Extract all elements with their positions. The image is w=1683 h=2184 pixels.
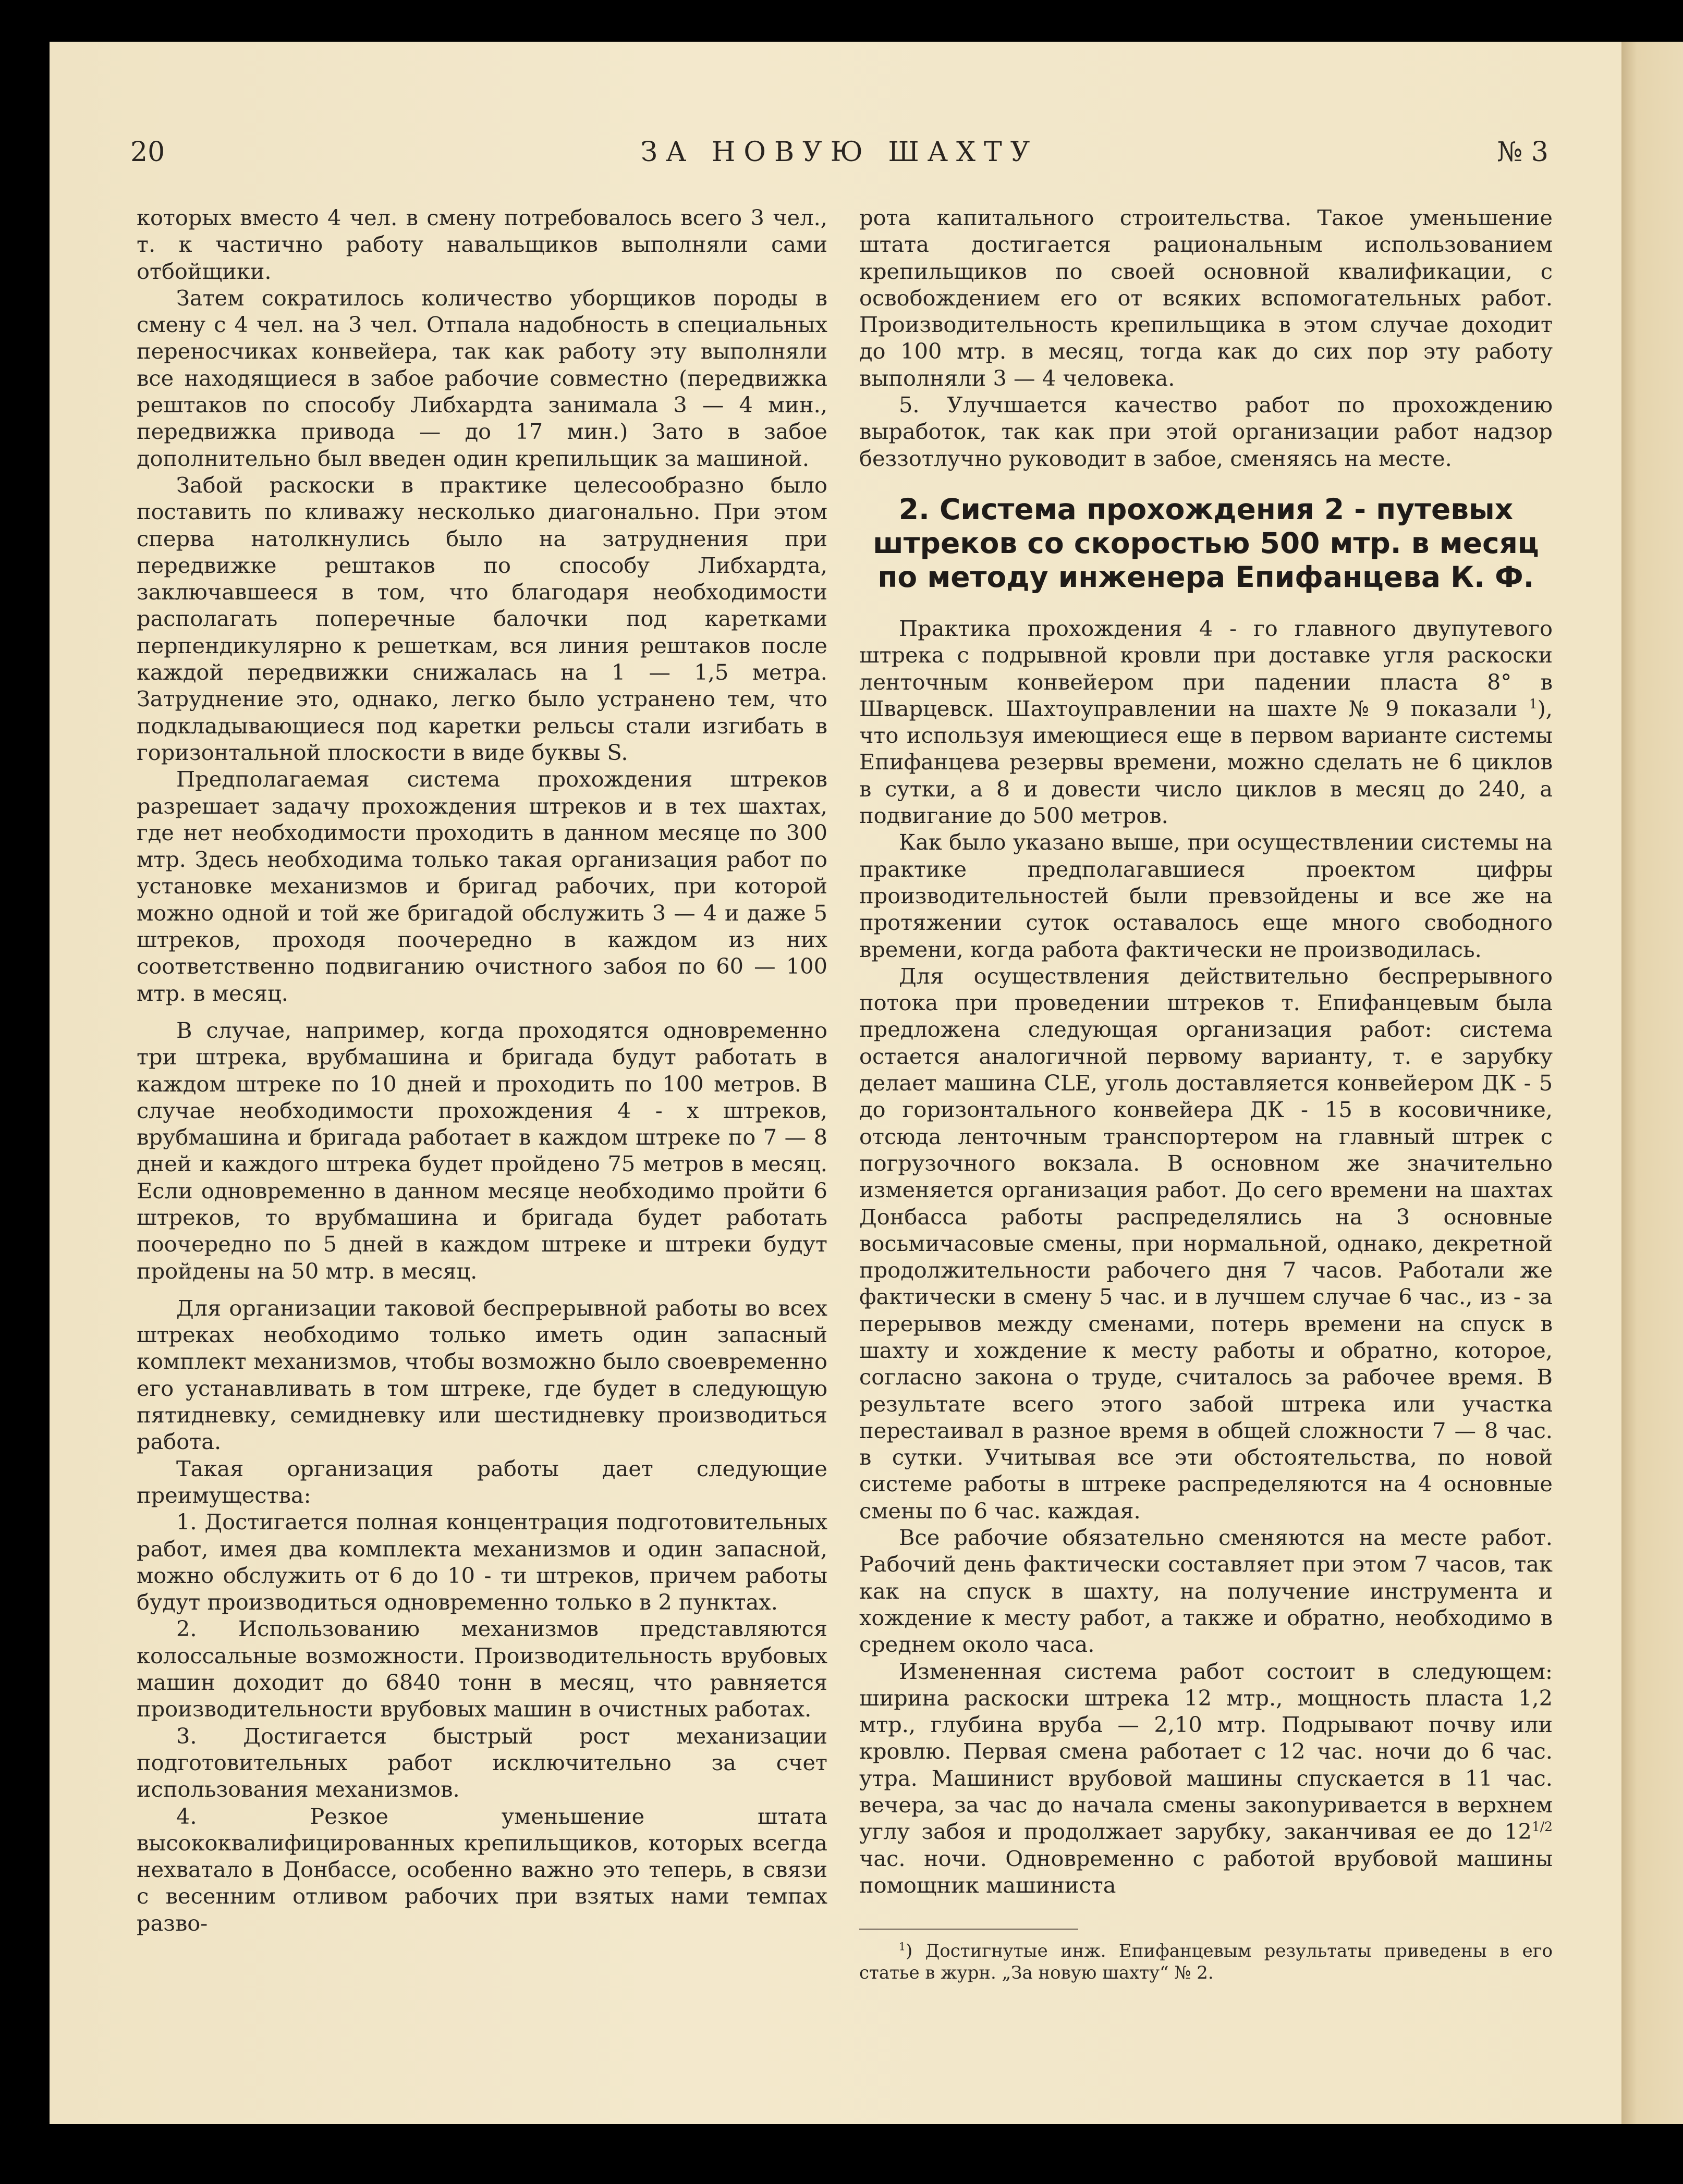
paragraph: Как было указано выше, при осуществлении системы на практике предполагавшиеся проектом цифры производительностей были превзойдены и все же на протяжении суток оставалось еще много свободного времени, когда работа фактически не производилась.	[859, 829, 1553, 962]
footnote-text: ) Достигнутые инж. Епифанцевым результаты приведены в его статье в журн. „За новую шахту“ № 2.	[859, 1941, 1553, 1984]
paragraph: Предполагаемая система прохождения штреков разрешает задачу прохождения штреков и в тех шахтах, где нет необходимости проходить в данном месяце по 300 мтр. Здесь необходима только такая организация работ по установке механизмов и бригад рабочих, при которой можно одной и той же бригадой обслужить 3 — 4 и даже 5 штреков, проходя поочередно в каждом из них соответственно подвиганию очистного забоя по 60 — 100 мтр. в месяц.	[137, 766, 827, 1006]
paragraph: рота капитального строительства. Такое уменьшение штата достигается рациональным использованием крепильщиков по своей основной квалификации, с освобождением его от всяких вспомогательных работ. Производительность крепильщика в этом случае доходит до 100 мтр. в месяц, тогда как до сих пор эту работу выполняли 3 — 4 человека.	[859, 205, 1553, 391]
paragraph-text: Практика прохождения 4 - го главного двупутевого штрека с подрывной кровли при доставке угля раскоски ленточным конвейером при падении пласта 8° в Шварцевск. Шахтоуправлении на шахте № 9 показали	[859, 615, 1553, 721]
footnote-ref: 1	[1529, 696, 1538, 712]
page-header	[130, 137, 1548, 178]
list-item: 3. Достигается быстрый рост механизации подготовительных работ исключительно за счет использования механизмов.	[137, 1723, 827, 1802]
footnote-marker: 1	[899, 1940, 906, 1953]
right-column	[859, 204, 1553, 1984]
journal-title: ЗА НОВУЮ ШАХТУ	[640, 137, 1039, 168]
paragraph	[859, 615, 1553, 829]
footnote-divider	[859, 1929, 1078, 1930]
page-number: 20	[130, 137, 165, 168]
paragraph-text: Измененная система работ состоит в следующем: ширина раскоски штрека 12 мтр., мощность пласта 1,2 мтр., глубина вруба — 2,10 мтр. Подрывают почву или кровлю. Первая смена работает с 12 час. ночи до 6 час. утра. Машинист врубовой машины спускается в 11 час. вечера, за час до начала смены закоnуривается в верхнем углу забоя и продолжает зарубку, заканчивая ее до 12	[859, 1658, 1553, 1845]
left-column	[137, 204, 827, 1936]
issue-number: № 3	[1497, 137, 1548, 168]
fraction: 1/2	[1531, 1819, 1553, 1835]
paragraph-text: ), что используя имеющиеся еще в первом варианте системы Епифанцева резервы времени, можно сделать не 6 циклов в сутки, а 8 и довести число циклов в месяц до 240, а подвигание до 500 метров.	[859, 695, 1553, 829]
paragraph: Все рабочие обязательно сменяются на месте работ. Рабочий день фактически составляет при этом 7 часов, так как на спуск в шахту, на получение инструмента и хождение к месту работ, а также и обратно, необходимо в среднем около часа.	[859, 1525, 1553, 1658]
list-item: 1. Достигается полная концентрация подготовительных работ, имея два комплекта механизмов и один запасной, можно обслужить от 6 до 10 - ти штреков, причем работы будут производиться одновременно только в 2 пунктах.	[137, 1509, 827, 1615]
list-item: 5. Улучшается качество работ по прохождению выработок, так как при этой организации работ надзор беззотлучно руководит в забое, сменяясь на месте.	[859, 392, 1553, 471]
next-page-edge	[1621, 42, 1683, 2124]
paragraph: которых вместо 4 чел. в смену потребовалось всего 3 чел., т. к частично работу навальщиков выполняли сами отбойщики.	[137, 205, 827, 284]
paragraph-text: час. ночи. Одновременно с работой врубовой машины помощник машиниста	[859, 1845, 1553, 1898]
paragraph	[859, 1658, 1553, 1899]
paragraph: Для осуществления действительно беспрерывного потока при проведении штреков т. Епифанцевым была предложена следующая организация работ: система остается аналогичной первому варианту, т. е зарубку делает машина CLE, уголь доставляется конвейером ДК - 5 до горизонтального конвейера ДК - 15 в косовичнике, отсюда ленточным транспортером на главный штрек с погрузочного вокзала. В основном же значительно изменяется организация работ. До сего времени на шахтах Донбасса работы распределялись на 3 основные восьмичасовые смены, при нормальной, однако, декретной продолжительности рабочего дня 7 часов. Работали же фактически в смену 5 час. и в лучшем случае 6 час., из - за перерывов между сменами, потерь времени на спуск в шахту и хождение к месту работы и обратно, которое, согласно закона о труде, считалось за рабочее время. В результате всего этого забой штрека или участка перестаивал в разное время в общей сложности 7 — 8 час. в сутки. Учитывая все эти обстоятельства, по новой системе работы в штреке распределяются на 4 основные смены по 6 час. каждая.	[859, 963, 1553, 1524]
paragraph: Забой раскоски в практике целесообразно было поставить по кливажу несколько диагонально. При этом сперва натолкнулись было на затруднения при передвижке рештаков по способу Либхардта, заключавшееся в том, что благодаря необходимости располагать поперечные балочки под каретками перпендикулярно к решеткам, вся линия рештаков после каждой передвижки снижалась на 1 — 1,5 метра. Затруднение это, однако, легко было устранено тем, что подкладывающиеся под каретки рельсы стали изгибать в горизонтальной плоскости в виде буквы S.	[137, 472, 827, 765]
section-heading: 2. Система прохождения 2 - путевых штреков со скоростью 500 мтр. в месяц по методу инженера Епифанцева К. Ф.	[873, 492, 1539, 594]
paragraph: Затем сократилось количество уборщиков породы в смену с 4 чел. на 3 чел. Отпала надобность в специальных переносчиках конвейера, так как работу эту выполняли все находящиеся в забое рабочие совместно (передвижка рештаков по способу Либхардта занимала 3 — 4 мин., передвижка привода — до 17 мин.) Зато в забое дополнительно был введен один крепильщик за машиной.	[137, 285, 827, 471]
footnote	[859, 1940, 1553, 1984]
paragraph: В случае, например, когда проходятся одновременно три штрека, врубмашина и бригада будут работать в каждом штреке по 10 дней и проходить по 100 метров. В случае необходимости прохождения 4 - х штреков, врубмашина и бригада работает в каждом штреке по 7 — 8 дней и каждого штрека будет пройдено 75 метров в месяц. Если одновременно в данном месяце необходимо пройти 6 штреков, то врубмашина и бригада будет работать поочередно по 5 дней в каждом штреке и штреки будут пройдены на 50 мтр. в месяц.	[137, 1017, 827, 1284]
list-item: 2. Использованию механизмов представляются колоссальные возможности. Производительность врубовых машин доходит до 6840 тонн в месяц, что равняется производительности врубовых машин в очистных работах.	[137, 1616, 827, 1722]
paragraph: Для организации таковой беспрерывной работы во всех штреках необходимо только иметь один запасный комплект механизмов, чтобы возможно было своевременно его устанавливать в том штреке, где будет в следующую пятидневку, семидневку или шестидневку производиться работа.	[137, 1295, 827, 1455]
list-item: 4. Резкое уменьшение штата высококвалифицированных крепильщиков, которых всегда нехватало в Донбассе, особенно важно это теперь, в связи с весенним отливом рабочих при взятых нами темпах разво-	[137, 1803, 827, 1936]
paragraph: Такая организация работы дает следующие преимущества:	[137, 1455, 827, 1508]
